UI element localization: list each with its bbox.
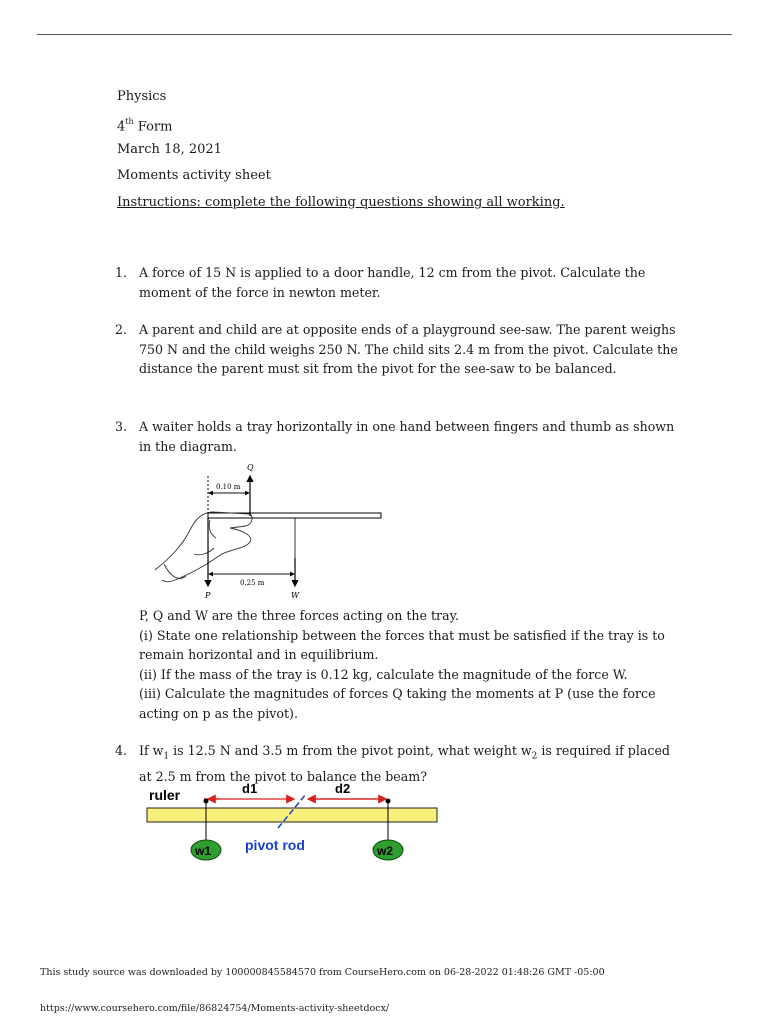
- form-word: Form: [133, 119, 173, 135]
- label-dist-q: 0.10 m: [216, 483, 241, 491]
- question-3: [115, 417, 681, 456]
- forces-line: P, Q and W are the three forces acting on the tray.: [139, 608, 460, 623]
- beam-diagram: [140, 778, 445, 868]
- footer-source: This study source was downloaded by 100000845584570 from CourseHero.com on 06-28-2022 01:48:26 GMT -05:00: [40, 967, 605, 978]
- question-number: 3.: [115, 419, 128, 434]
- pivot-label: pivot rod: [245, 837, 305, 853]
- tray: [208, 513, 381, 518]
- part-iii: (iii) Calculate the magnitudes of forces Q taking the moments at P (use the force acting on p as the pivot).: [139, 686, 656, 721]
- w1-label: w1: [195, 844, 212, 858]
- subscript-2: 2: [531, 751, 538, 762]
- subscript-1: 1: [163, 751, 170, 762]
- d1-label: d1: [242, 781, 258, 796]
- subject: Physics: [117, 89, 167, 104]
- question-number: 2.: [115, 322, 128, 337]
- question-text: A force of 15 N is applied to a door handle, 12 cm from the pivot. Calculate the moment of the force in newton meter.: [139, 265, 646, 300]
- question-3-parts: [115, 606, 681, 723]
- label-p: P: [205, 591, 211, 600]
- question-text: If $w_1$ is 12.5 N and 3.5 m from the pivot point, what weight $w_2$ is required if placed at 2.5 m from the pivot to balance the beam?: [139, 743, 670, 785]
- form-line: [117, 115, 172, 135]
- question-text: A waiter holds a tray horizontally in one hand between fingers and thumb as shown in the diagram.: [139, 419, 675, 454]
- ruler-label: ruler: [149, 787, 181, 803]
- question-2: [115, 320, 681, 379]
- hand-sketch: [155, 512, 252, 582]
- d2-label: d2: [335, 781, 351, 796]
- instructions: Instructions: complete the following questions showing all working.: [117, 195, 565, 210]
- label-q: Q: [247, 463, 254, 472]
- part-ii: (ii) If the mass of the tray is 0.12 kg, calculate the magnitude of the force W.: [139, 666, 628, 682]
- question-number: 1.: [115, 265, 128, 280]
- tray-diagram: [150, 458, 385, 600]
- sheet-title: Moments activity sheet: [117, 168, 271, 183]
- label-dist-w: 0.25 m: [240, 579, 265, 587]
- top-rule: [37, 34, 732, 35]
- question-1: [115, 263, 681, 302]
- date: March 18, 2021: [117, 142, 222, 157]
- footer-url[interactable]: https://www.coursehero.com/file/86824754/Moments-activity-sheetdocx/: [40, 1003, 390, 1014]
- question-text: A parent and child are at opposite ends of a playground see-saw. The parent weighs 750 N and the child weighs 250 N. The child sits 2.4 m from the pivot. Calculate the distance the parent must sit from the pivot for the see-saw to be balanced.: [139, 322, 678, 376]
- w2-label: w2: [377, 844, 394, 858]
- part-i: (i) State one relationship between the forces that must be satisfied if the tray is to remain horizontal and in equilibrium.: [139, 627, 665, 662]
- form-suffix: th: [125, 117, 134, 126]
- question-number: 4.: [115, 743, 128, 758]
- label-w: W: [291, 591, 300, 600]
- form-number: 4: [117, 119, 126, 135]
